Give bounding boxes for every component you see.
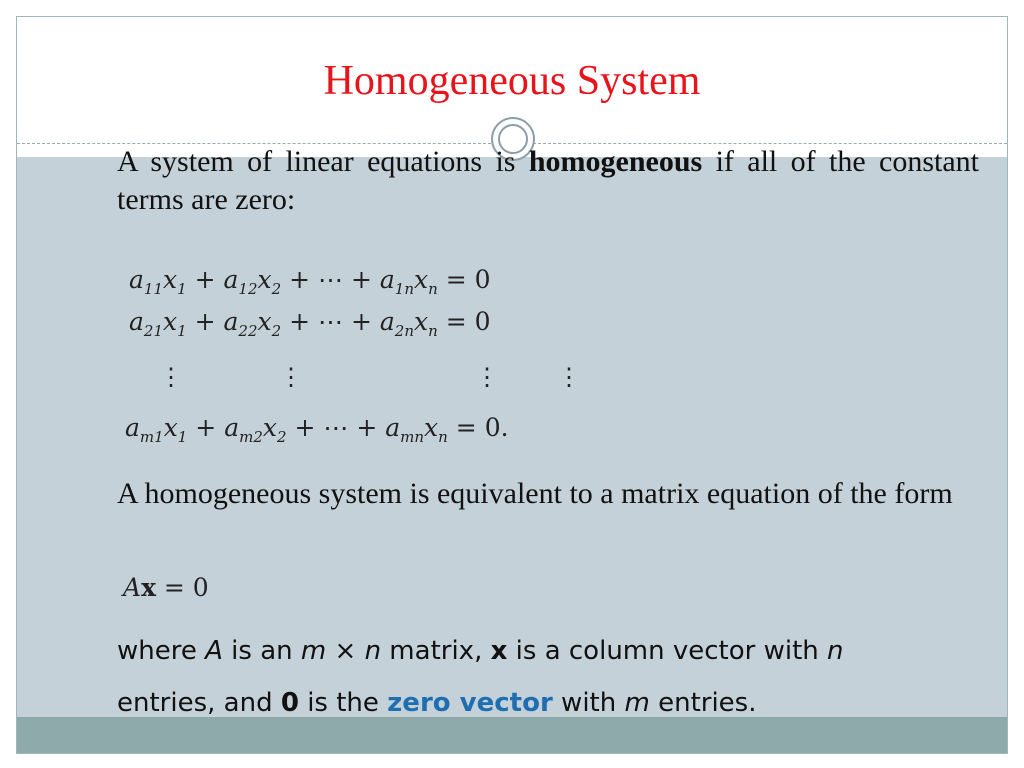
equation-row-2: $a_{21}x_1 + a_{22}x_2$ + ⋯ + $a_{2n}x_n = 0$ (129, 307, 491, 340)
where-paragraph: where A is an m × n matrix, x is a column vector with n entries, and 0 is the zero vector with m entries. (117, 636, 844, 718)
intro-text: A system of linear equations is (117, 145, 529, 178)
slide-title: Homogeneous System (323, 58, 701, 104)
intro-text-end: if all of the constant terms are zero: (117, 145, 979, 216)
vdots-col-2: ⋮ (279, 363, 303, 391)
vdots-col-1: ⋮ (159, 363, 183, 391)
equation-row-m: $a_{m1}x_1 + a_{m2}x_2$ + ⋯ + $a_{mn}x_n = 0$. (125, 413, 509, 446)
zero-vector-link[interactable]: zero vector (387, 688, 553, 718)
matrix-equation: Ax = 0 (123, 573, 209, 602)
slide (16, 16, 1008, 754)
matrix-paragraph: A homogeneous system is equivalent to a matrix equation of the form (117, 477, 953, 510)
vdots-col-4: ⋮ (557, 363, 581, 391)
intro-bold-term: homogeneous (528, 145, 703, 178)
intro-paragraph (117, 143, 979, 219)
equation-row-1: $a_{11}x_1 + a_{12}x_2$ + ⋯ + $a_{1n}x_n = 0$ (129, 265, 491, 298)
vdots-col-3: ⋮ (475, 363, 499, 391)
